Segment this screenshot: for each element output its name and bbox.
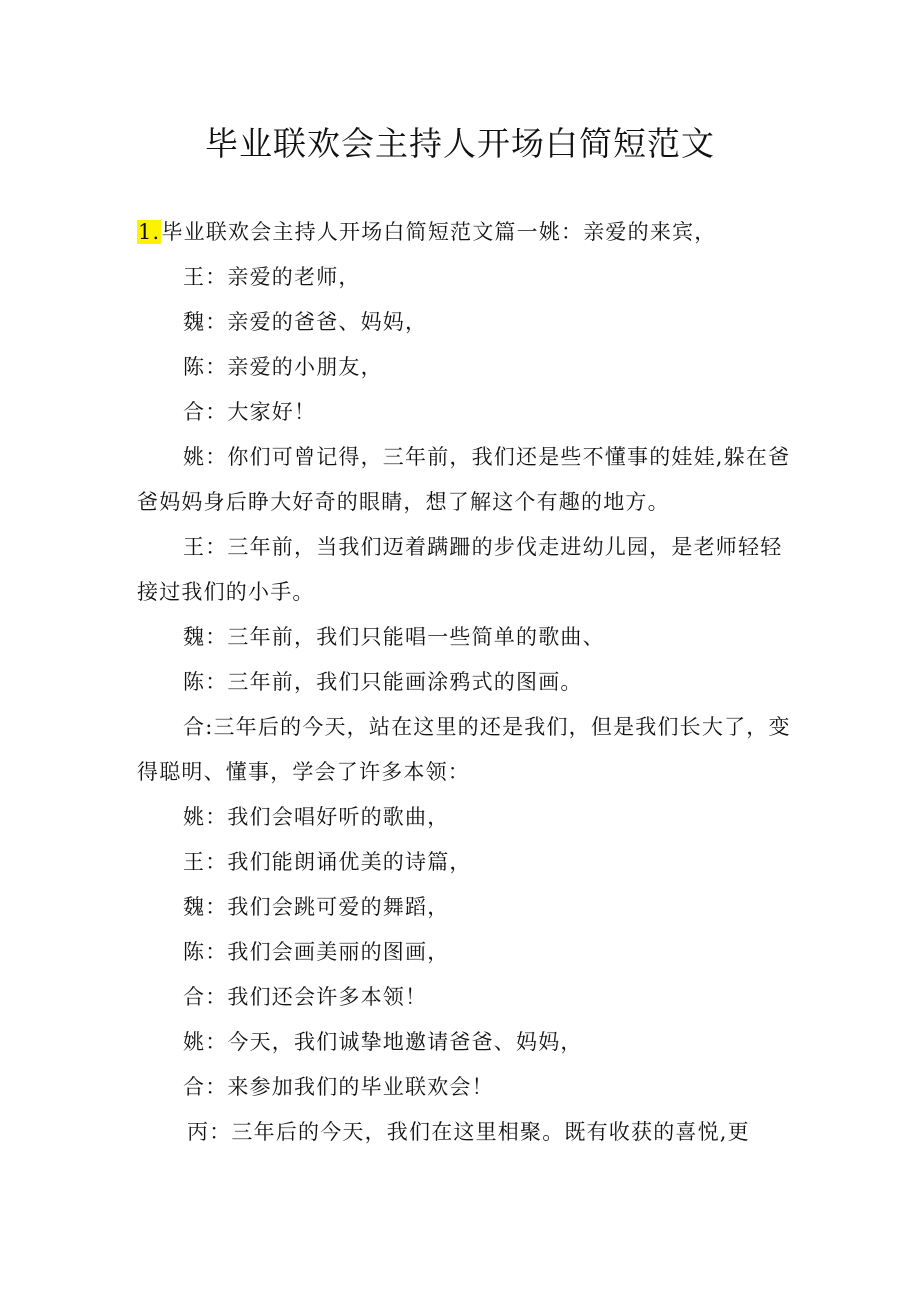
paragraph-9: 合:三年后的今天，站在这里的还是我们，但是我们长大了，变得聪明、懂事，学会了许多本领： [137, 715, 791, 784]
document-title: 毕业联欢会主持人开场白简短范文 [205, 124, 715, 163]
paragraph-11: 王：我们能朗诵优美的诗篇， [183, 850, 472, 874]
paragraph-6: 王：三年前，当我们迈着蹒跚的步伐走进幼儿园，是老师轻轻接过我们的小手。 [137, 535, 783, 604]
paragraph-5: 姚：你们可曾记得，三年前，我们还是些不懂事的娃娃,躲在爸爸妈妈身后睁大好奇的眼睛，想了解这个有趣的地方。 [137, 445, 791, 514]
paragraph-15: 姚：今天，我们诚挚地邀请爸爸、妈妈， [183, 1030, 583, 1054]
paragraph-4: 合：大家好！ [183, 400, 317, 424]
paragraph-1: 王：亲爱的老师， [183, 265, 361, 289]
document-body [137, 210, 797, 1155]
paragraph-14: 合：我们还会许多本领！ [183, 985, 428, 1009]
first-paragraph-text: 毕业联欢会主持人开场白简短范文篇一姚：亲爱的来宾， [161, 220, 717, 244]
first-paragraph [137, 210, 797, 255]
paragraph-17: 丙：三年后的今天，我们在这里相聚。既有收获的喜悦,更 [187, 1120, 750, 1144]
paragraph-12: 魏：我们会跳可爱的舞蹈， [183, 895, 450, 919]
paragraph-10: 姚：我们会唱好听的歌曲， [183, 805, 450, 829]
paragraph-16: 合：来参加我们的毕业联欢会！ [183, 1075, 494, 1099]
paragraph-8: 陈：三年前，我们只能画涂鸦式的图画。 [183, 670, 583, 694]
paragraph-3: 陈：亲爱的小朋友， [183, 355, 383, 379]
paragraph-13: 陈：我们会画美丽的图画， [183, 940, 450, 964]
paragraph-2: 魏：亲爱的爸爸、妈妈， [183, 310, 428, 334]
paragraph-7: 魏：三年前，我们只能唱一些简单的歌曲、 [183, 625, 605, 649]
highlighted-list-number: 1. [138, 220, 161, 244]
